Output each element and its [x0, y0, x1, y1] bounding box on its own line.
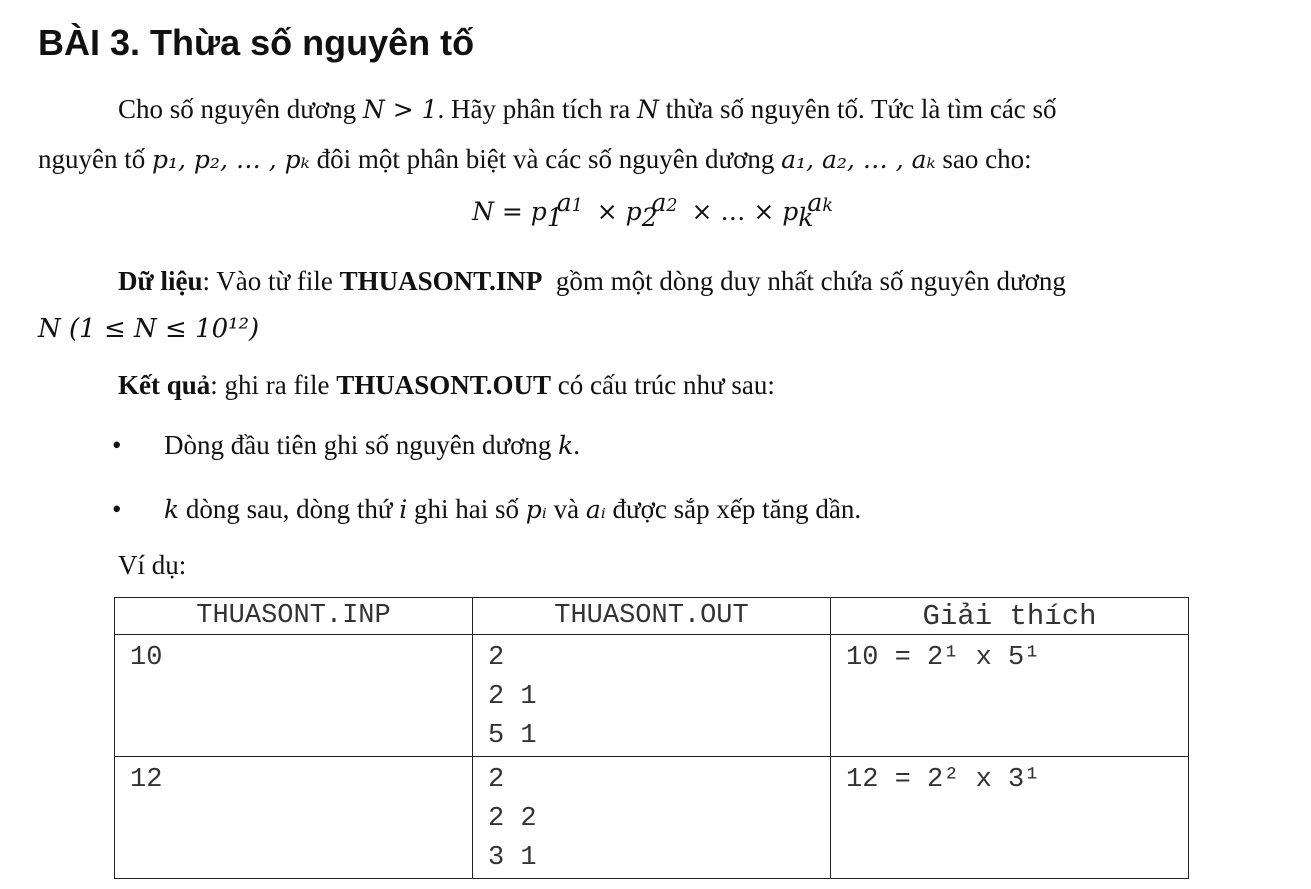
example-label: Ví dụ:: [118, 550, 187, 580]
intro-line-2: [38, 144, 1032, 175]
table-row: [115, 757, 1189, 879]
bullet-2-a: aᵢ: [585, 495, 606, 524]
input-text-b: gồm một dòng duy nhất chứa số nguyên dương: [542, 266, 1066, 296]
cell-out: 2 2 2 3 1: [473, 757, 831, 879]
output-filename: THUASONT.OUT: [336, 370, 552, 400]
header-explain: Giải thích: [831, 598, 1189, 635]
bullet-1-text-a: Dòng đầu tiên ghi số nguyên dương: [164, 430, 559, 460]
input-filename: THUASONT.INP: [339, 266, 543, 296]
output-section-line: [118, 370, 775, 401]
bullet-item-2: [112, 494, 862, 525]
intro-text-1b: . Hãy phân tích ra: [437, 94, 637, 124]
intro-text-1c: thừa số nguyên tố. Tức là tìm các số: [658, 94, 1057, 124]
header-out: THUASONT.OUT: [473, 598, 831, 635]
exponents-list: a₁, a₂, … , aₖ: [781, 145, 936, 174]
var-n: N: [636, 95, 659, 124]
input-text-a: : Vào từ file: [202, 266, 340, 296]
cell-explain: 10 = 2¹ x 5¹: [831, 635, 1189, 757]
intro-text-2c: sao cho:: [935, 144, 1032, 174]
primes-list: p₁, p₂, … , pₖ: [152, 145, 310, 174]
header-inp: THUASONT.INP: [115, 598, 473, 635]
cell-explain: 12 = 2² x 3¹: [831, 757, 1189, 879]
bullet-2-var: k: [164, 495, 180, 524]
problem-title: BÀI 3. Thừa số nguyên tố: [38, 22, 475, 63]
factorization-formula: $N = p_1^{a1} \times p_2^{a2}$ × … × $p_k^{ak}$: [472, 187, 833, 232]
cell-inp: 10: [115, 635, 473, 757]
bullet-2-text-d: được sắp xếp tăng dần.: [605, 494, 862, 524]
bullet-item-1: [112, 430, 581, 461]
bullet-2-text-a: dòng sau, dòng thứ: [179, 494, 400, 524]
input-label: Dữ liệu: [118, 266, 203, 296]
example-table: [114, 597, 1189, 879]
bullet-1-text-b: .: [573, 430, 581, 460]
cell-out: 2 2 1 5 1: [473, 635, 831, 757]
intro-text-2b: đôi một phân biệt và các số nguyên dương: [309, 144, 782, 174]
bullet-2-p: pᵢ: [525, 495, 547, 524]
bullet-1-var: k: [558, 431, 574, 460]
bullet-2-var-i: i: [399, 495, 408, 524]
output-text-a: : ghi ra file: [210, 370, 337, 400]
cell-inp: 12: [115, 757, 473, 879]
bullet-2-text-c: và: [546, 494, 586, 524]
table-header-row: [115, 598, 1189, 635]
input-section-line: [118, 266, 1066, 297]
condition-math: N > 1: [362, 95, 438, 124]
input-constraint: N (1 ≤ N ≤ 10¹²): [38, 314, 260, 344]
bullet-dot-icon: •: [112, 494, 122, 524]
output-text-b: có cấu trúc như sau:: [551, 370, 775, 400]
bullet-dot-icon: •: [112, 430, 122, 460]
intro-line-1: [118, 94, 1057, 125]
intro-text-1a: Cho số nguyên dương: [118, 94, 363, 124]
intro-text-2a: nguyên tố: [38, 144, 152, 174]
table-row: [115, 635, 1189, 757]
output-label: Kết quả: [118, 370, 211, 400]
bullet-2-text-b: ghi hai số: [407, 494, 526, 524]
